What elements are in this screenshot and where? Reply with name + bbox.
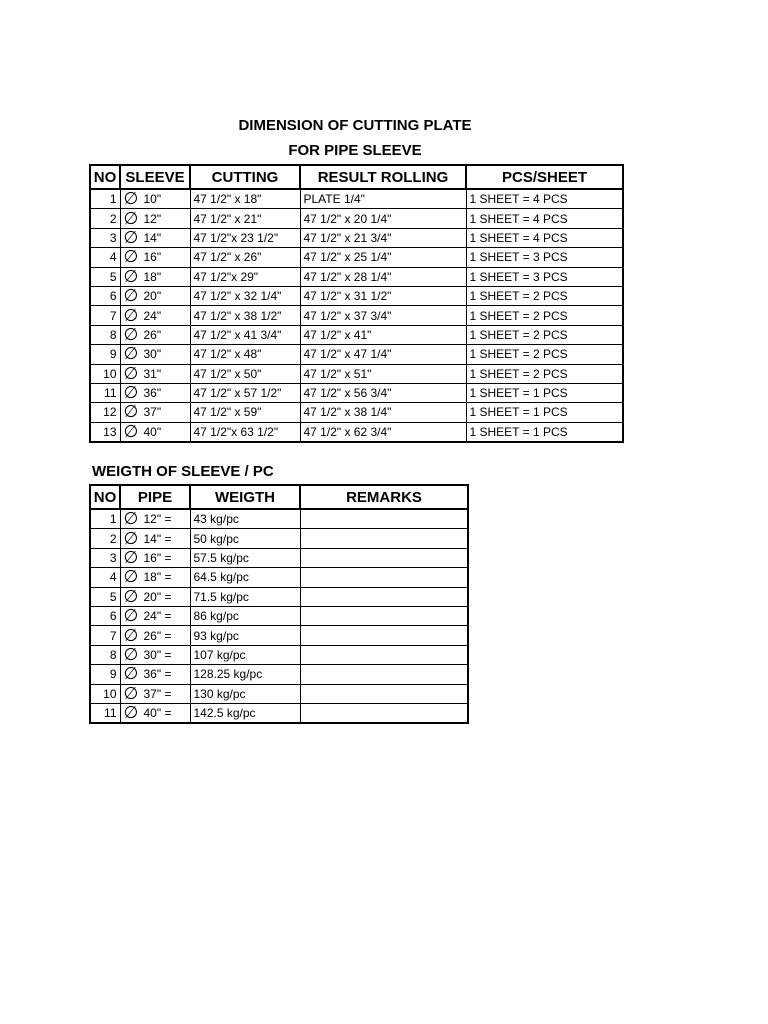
header-result-rolling: RESULT ROLLING xyxy=(300,165,466,189)
table-row xyxy=(90,684,468,703)
size-cell xyxy=(120,383,190,402)
row-number-cell: 3 xyxy=(90,228,120,247)
table-header-row xyxy=(90,485,468,509)
size-value: 30" = xyxy=(143,647,172,662)
table-row xyxy=(90,325,623,344)
row-number-cell: 12 xyxy=(90,403,120,422)
table-row xyxy=(90,626,468,645)
header-no: NO xyxy=(90,485,120,509)
row-number-cell: 2 xyxy=(90,209,120,228)
cutting-plate-table xyxy=(89,164,624,443)
size-cell xyxy=(120,529,190,548)
diameter-icon: ∅ xyxy=(123,548,139,567)
row-number-cell: 5 xyxy=(90,587,120,606)
size-value: 18" = xyxy=(143,570,172,585)
weight-cell: 57.5 kg/pc xyxy=(190,548,300,567)
size-cell xyxy=(120,267,190,286)
cutting-cell: 47 1/2" x 59" xyxy=(190,403,300,422)
header-sleeve: SLEEVE xyxy=(120,165,190,189)
size-cell xyxy=(120,286,190,305)
cutting-cell: 47 1/2" x 18" xyxy=(190,189,300,209)
table-row xyxy=(90,587,468,606)
remarks-cell xyxy=(300,665,468,684)
size-cell xyxy=(120,189,190,209)
pcs-sheet-cell: 1 SHEET = 3 PCS xyxy=(466,248,623,267)
remarks-cell xyxy=(300,684,468,703)
weight-cell: 43 kg/pc xyxy=(190,509,300,529)
size-value: 14" = xyxy=(143,531,172,546)
table-row xyxy=(90,286,623,305)
size-value: 26" xyxy=(143,327,162,342)
diameter-icon: ∅ xyxy=(123,228,139,247)
row-number-cell: 8 xyxy=(90,645,120,664)
diameter-icon: ∅ xyxy=(123,528,139,548)
remarks-cell xyxy=(300,645,468,664)
remarks-cell xyxy=(300,606,468,625)
table-row xyxy=(90,403,623,422)
table-row xyxy=(90,364,623,383)
diameter-icon: ∅ xyxy=(123,645,139,664)
table-row xyxy=(90,189,623,209)
diameter-icon: ∅ xyxy=(123,402,139,422)
diameter-icon: ∅ xyxy=(123,606,139,626)
row-number-cell: 5 xyxy=(90,267,120,286)
table-row xyxy=(90,665,468,684)
diameter-icon: ∅ xyxy=(123,325,139,344)
row-number-cell: 11 xyxy=(90,383,120,402)
table-row xyxy=(90,548,468,567)
size-value: 16" = xyxy=(143,550,172,565)
size-value: 20" = xyxy=(143,589,172,604)
remarks-cell xyxy=(300,568,468,587)
result-rolling-cell: 47 1/2" x 51" xyxy=(300,364,466,383)
remarks-cell xyxy=(300,529,468,548)
row-number-cell: 1 xyxy=(90,509,120,529)
weight-cell: 142.5 kg/pc xyxy=(190,703,300,723)
diameter-icon: ∅ xyxy=(123,625,139,645)
size-value: 40" xyxy=(143,424,162,439)
size-value: 37" xyxy=(143,405,162,420)
weight-cell: 107 kg/pc xyxy=(190,645,300,664)
diameter-icon: ∅ xyxy=(123,189,139,209)
result-rolling-cell: PLATE 1/4" xyxy=(300,189,466,209)
header-pipe: PIPE xyxy=(120,485,190,509)
result-rolling-cell: 47 1/2" x 47 1/4" xyxy=(300,345,466,364)
size-value: 10" xyxy=(143,192,162,207)
diameter-icon: ∅ xyxy=(123,344,139,364)
result-rolling-cell: 47 1/2" x 56 3/4" xyxy=(300,383,466,402)
document-title: DIMENSION OF CUTTING PLATE xyxy=(238,117,472,134)
table-row xyxy=(90,703,468,723)
cutting-cell: 47 1/2"x 29" xyxy=(190,267,300,286)
cutting-cell: 47 1/2" x 32 1/4" xyxy=(190,286,300,305)
document-subtitle: FOR PIPE SLEEVE xyxy=(288,142,422,159)
size-cell xyxy=(120,345,190,364)
row-number-cell: 4 xyxy=(90,568,120,587)
diameter-icon: ∅ xyxy=(123,247,139,267)
pcs-sheet-cell: 1 SHEET = 4 PCS xyxy=(466,209,623,228)
weight-cell: 50 kg/pc xyxy=(190,529,300,548)
size-cell xyxy=(120,509,190,529)
weight-cell: 93 kg/pc xyxy=(190,626,300,645)
cutting-cell: 47 1/2"x 63 1/2" xyxy=(190,422,300,442)
table-row xyxy=(90,248,623,267)
row-number-cell: 8 xyxy=(90,325,120,344)
size-value: 24" = xyxy=(143,609,172,624)
pcs-sheet-cell: 1 SHEET = 2 PCS xyxy=(466,325,623,344)
diameter-icon: ∅ xyxy=(123,684,139,703)
row-number-cell: 13 xyxy=(90,422,120,442)
size-cell xyxy=(120,568,190,587)
table-row xyxy=(90,509,468,529)
row-number-cell: 10 xyxy=(90,364,120,383)
pcs-sheet-cell: 1 SHEET = 1 PCS xyxy=(466,403,623,422)
size-value: 14" xyxy=(143,230,162,245)
diameter-icon: ∅ xyxy=(123,422,139,441)
row-number-cell: 1 xyxy=(90,189,120,209)
row-number-cell: 6 xyxy=(90,606,120,625)
weight-cell: 71.5 kg/pc xyxy=(190,587,300,606)
table-row xyxy=(90,345,623,364)
pcs-sheet-cell: 1 SHEET = 1 PCS xyxy=(466,422,623,442)
table-row xyxy=(90,383,623,402)
diameter-icon: ∅ xyxy=(123,664,139,684)
size-cell xyxy=(120,364,190,383)
result-rolling-cell: 47 1/2" x 28 1/4" xyxy=(300,267,466,286)
size-value: 16" xyxy=(143,250,162,265)
row-number-cell: 7 xyxy=(90,626,120,645)
size-value: 12" xyxy=(143,211,162,226)
table-row xyxy=(90,606,468,625)
size-value: 36" xyxy=(143,386,162,401)
diameter-icon: ∅ xyxy=(123,509,139,529)
size-cell xyxy=(120,325,190,344)
remarks-cell xyxy=(300,509,468,529)
row-number-cell: 9 xyxy=(90,345,120,364)
row-number-cell: 10 xyxy=(90,684,120,703)
diameter-icon: ∅ xyxy=(123,383,139,403)
result-rolling-cell: 47 1/2" x 25 1/4" xyxy=(300,248,466,267)
pcs-sheet-cell: 1 SHEET = 4 PCS xyxy=(466,189,623,209)
pcs-sheet-cell: 1 SHEET = 2 PCS xyxy=(466,345,623,364)
diameter-icon: ∅ xyxy=(123,587,139,606)
remarks-cell xyxy=(300,587,468,606)
size-cell xyxy=(120,587,190,606)
size-value: 30" xyxy=(143,347,162,362)
pcs-sheet-cell: 1 SHEET = 3 PCS xyxy=(466,267,623,286)
row-number-cell: 4 xyxy=(90,248,120,267)
pcs-sheet-cell: 1 SHEET = 1 PCS xyxy=(466,383,623,402)
size-cell xyxy=(120,306,190,325)
header-pcs-sheet: PCS/SHEET xyxy=(466,165,623,189)
diameter-icon: ∅ xyxy=(123,364,139,383)
table-row xyxy=(90,306,623,325)
cutting-cell: 47 1/2" x 21" xyxy=(190,209,300,228)
result-rolling-cell: 47 1/2" x 41" xyxy=(300,325,466,344)
table-row xyxy=(90,529,468,548)
result-rolling-cell: 47 1/2" x 37 3/4" xyxy=(300,306,466,325)
remarks-cell xyxy=(300,548,468,567)
size-cell xyxy=(120,228,190,247)
row-number-cell: 11 xyxy=(90,703,120,723)
pcs-sheet-cell: 1 SHEET = 2 PCS xyxy=(466,306,623,325)
cutting-cell: 47 1/2" x 48" xyxy=(190,345,300,364)
size-cell xyxy=(120,703,190,723)
row-number-cell: 3 xyxy=(90,548,120,567)
remarks-cell xyxy=(300,626,468,645)
result-rolling-cell: 47 1/2" x 21 3/4" xyxy=(300,228,466,247)
table-header-row xyxy=(90,165,623,189)
size-value: 18" xyxy=(143,269,162,284)
header-remarks: REMARKS xyxy=(300,485,468,509)
pcs-sheet-cell: 1 SHEET = 2 PCS xyxy=(466,364,623,383)
size-cell xyxy=(120,665,190,684)
sleeve-weight-table xyxy=(89,484,469,724)
pcs-sheet-cell: 1 SHEET = 4 PCS xyxy=(466,228,623,247)
size-value: 40" = xyxy=(143,706,172,721)
cutting-cell: 47 1/2" x 50" xyxy=(190,364,300,383)
diameter-icon: ∅ xyxy=(123,567,139,587)
result-rolling-cell: 47 1/2" x 38 1/4" xyxy=(300,403,466,422)
size-value: 20" xyxy=(143,289,162,304)
row-number-cell: 7 xyxy=(90,306,120,325)
pcs-sheet-cell: 1 SHEET = 2 PCS xyxy=(466,286,623,305)
size-cell xyxy=(120,684,190,703)
size-cell xyxy=(120,209,190,228)
header-weigth: WEIGTH xyxy=(190,485,300,509)
row-number-cell: 6 xyxy=(90,286,120,305)
size-value: 26" = xyxy=(143,628,172,643)
result-rolling-cell: 47 1/2" x 62 3/4" xyxy=(300,422,466,442)
weight-cell: 130 kg/pc xyxy=(190,684,300,703)
table-row xyxy=(90,267,623,286)
cutting-cell: 47 1/2"x 23 1/2" xyxy=(190,228,300,247)
table-row xyxy=(90,228,623,247)
table-row xyxy=(90,422,623,442)
cutting-cell: 47 1/2" x 38 1/2" xyxy=(190,306,300,325)
size-value: 31" xyxy=(143,366,162,381)
size-value: 36" = xyxy=(143,667,172,682)
weight-cell: 86 kg/pc xyxy=(190,606,300,625)
diameter-icon: ∅ xyxy=(123,703,139,723)
size-cell xyxy=(120,422,190,442)
diameter-icon: ∅ xyxy=(123,286,139,306)
size-cell xyxy=(120,626,190,645)
size-cell xyxy=(120,606,190,625)
row-number-cell: 2 xyxy=(90,529,120,548)
section-title-weight: WEIGTH OF SLEEVE / PC xyxy=(92,463,274,480)
cutting-cell: 47 1/2" x 26" xyxy=(190,248,300,267)
cutting-cell: 47 1/2" x 57 1/2" xyxy=(190,383,300,402)
remarks-cell xyxy=(300,703,468,723)
header-no: NO xyxy=(90,165,120,189)
cutting-cell: 47 1/2" x 41 3/4" xyxy=(190,325,300,344)
size-cell xyxy=(120,548,190,567)
result-rolling-cell: 47 1/2" x 20 1/4" xyxy=(300,209,466,228)
weight-cell: 128.25 kg/pc xyxy=(190,665,300,684)
size-value: 12" = xyxy=(143,512,172,527)
row-number-cell: 9 xyxy=(90,665,120,684)
table-row xyxy=(90,568,468,587)
size-cell xyxy=(120,248,190,267)
size-cell xyxy=(120,645,190,664)
weight-cell: 64.5 kg/pc xyxy=(190,568,300,587)
diameter-icon: ∅ xyxy=(123,305,139,325)
diameter-icon: ∅ xyxy=(123,208,139,228)
size-cell xyxy=(120,403,190,422)
size-value: 24" xyxy=(143,308,162,323)
result-rolling-cell: 47 1/2" x 31 1/2" xyxy=(300,286,466,305)
header-cutting: CUTTING xyxy=(190,165,300,189)
table-row xyxy=(90,209,623,228)
diameter-icon: ∅ xyxy=(123,267,139,286)
table-row xyxy=(90,645,468,664)
size-value: 37" = xyxy=(143,686,172,701)
